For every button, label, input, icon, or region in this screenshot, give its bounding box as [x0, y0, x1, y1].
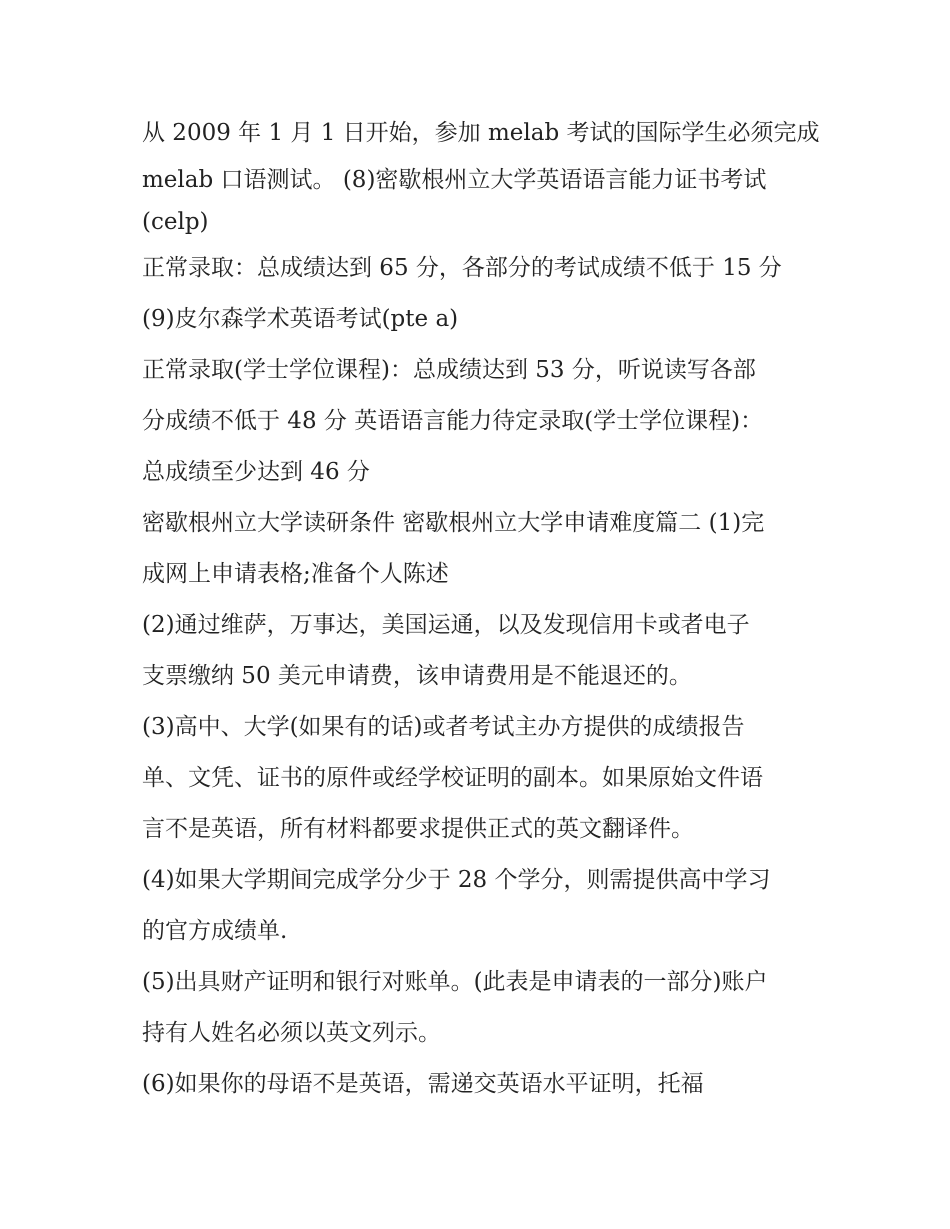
text-line: (6)如果你的母语不是英语，需递交英语水平证明，托福 — [142, 1071, 704, 1097]
text-line: 言不是英语，所有材料都要求提供正式的英文翻译件。 — [142, 816, 694, 842]
text-line: 从 2009 年 1 月 1 日开始，参加 melab 考试的国际学生必须完成 — [142, 120, 820, 146]
text-line: 正常录取：总成绩达到 65 分，各部分的考试成绩不低于 15 分 — [142, 255, 782, 281]
text-line: melab 口语测试。 (8)密歇根州立大学英语语言能力证书考试 — [142, 167, 767, 193]
text-line: 持有人姓名必须以英文列示。 — [142, 1020, 441, 1046]
text-line: 的官方成绩单. — [142, 918, 288, 944]
text-line: 支票缴纳 50 美元申请费，该申请费用是不能退还的。 — [142, 663, 692, 689]
text-line: 密歇根州立大学读研条件 密歇根州立大学申请难度篇二 (1)完 — [142, 510, 765, 536]
document-body — [142, 108, 822, 1110]
text-line: (3)高中、大学(如果有的话)或者考试主办方提供的成绩报告 — [142, 714, 745, 740]
text-line: (9)皮尔森学术英语考试(pte a) — [142, 306, 459, 332]
text-line: 正常录取(学士学位课程)：总成绩达到 53 分，听说读写各部 — [142, 357, 756, 383]
text-line: (celp) — [142, 209, 209, 235]
text-line: 单、文凭、证书的原件或经学校证明的副本。如果原始文件语 — [142, 765, 763, 791]
text-line: 总成绩至少达到 46 分 — [142, 459, 370, 485]
text-line: (4)如果大学期间完成学分少于 28 个学分，则需提供高中学习 — [142, 867, 771, 893]
text-line: 分成绩不低于 48 分 英语语言能力待定录取(学士学位课程)： — [142, 408, 764, 434]
text-line: (5)出具财产证明和银行对账单。(此表是申请表的一部分)账户 — [142, 969, 768, 995]
text-line: 成网上申请表格;准备个人陈述 — [142, 561, 449, 587]
text-line: (2)通过维萨，万事达，美国运通，以及发现信用卡或者电子 — [142, 612, 750, 638]
